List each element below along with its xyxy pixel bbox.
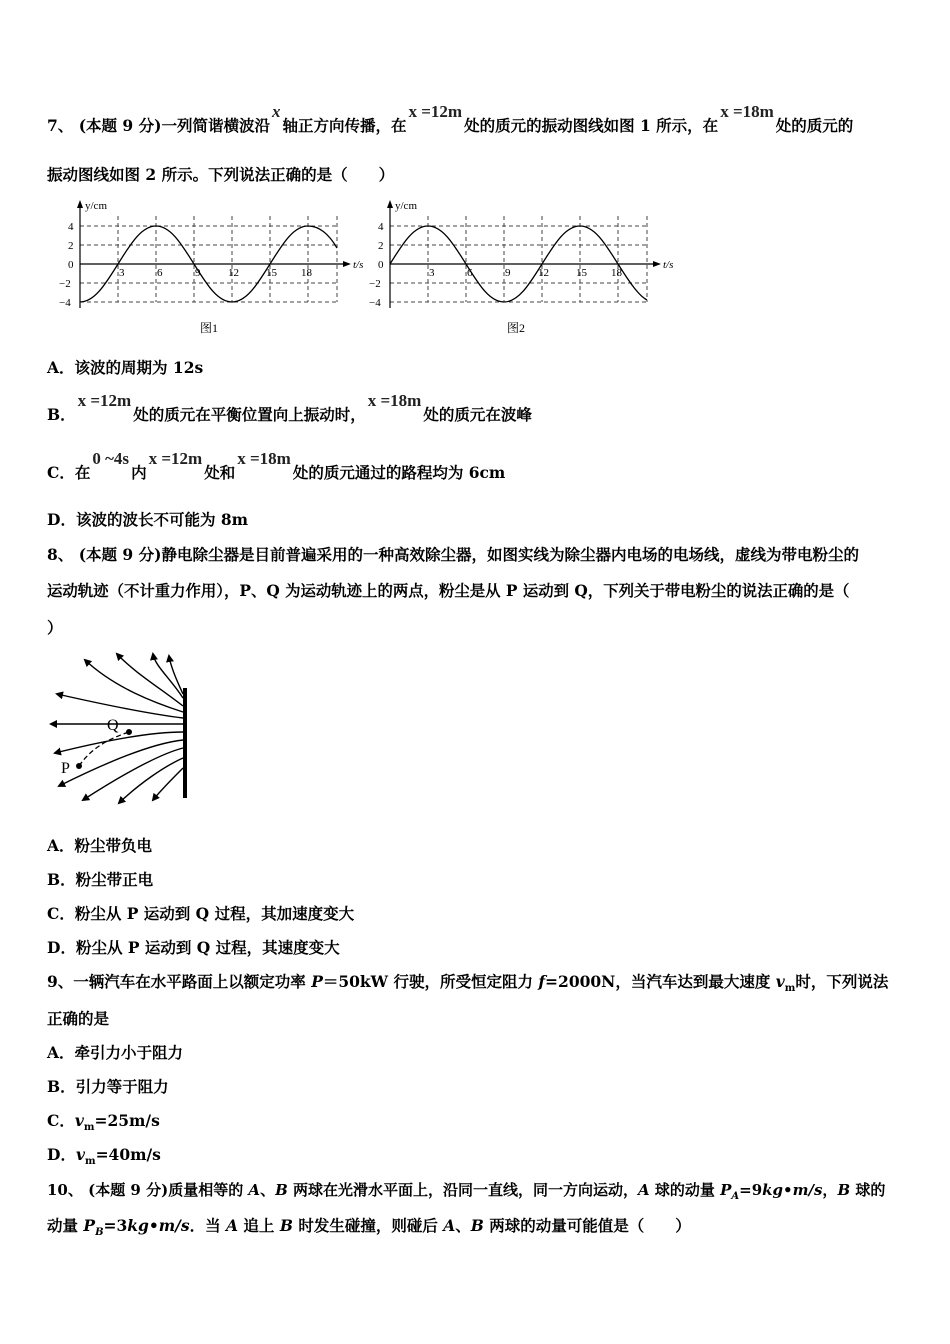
q7-option-d: D．该波的波长不可能为 8m xyxy=(47,510,249,529)
q10-var-b4: B xyxy=(470,1216,484,1235)
q10-var-pb-sub: B xyxy=(95,1227,104,1239)
q9-option-d xyxy=(47,1145,161,1172)
q8-field-figure xyxy=(45,648,195,806)
q7-line2: 振动图线如图 2 所示。下列说法正确的是（ ） xyxy=(47,165,395,184)
q9-var-v: v xyxy=(775,972,785,991)
q8-point-p xyxy=(76,763,82,769)
fig2-xtick-6: 6 xyxy=(467,267,473,279)
q7-optc-range: 0 ~4s xyxy=(92,449,130,468)
q9-option-c xyxy=(47,1111,160,1138)
q7-text-c: 处的质元的振动图线如图 1 所示，在 xyxy=(464,116,719,135)
q10-var-a2: A xyxy=(638,1181,650,1199)
q8-label-p: P xyxy=(61,760,70,777)
fig1-xtick-12: 12 xyxy=(228,267,239,279)
fig2-ytick-m4: −4 xyxy=(369,297,381,309)
q7-optb-pos1: x =12m xyxy=(77,391,132,410)
q10-l2-4: 追上 xyxy=(238,1216,280,1235)
q10-unit1: kg•m/s xyxy=(762,1181,823,1199)
q7-optc-text1: 内 xyxy=(131,463,147,482)
q8-line3: ） xyxy=(47,618,63,637)
fig1-xtick-15: 15 xyxy=(266,267,277,279)
q8-score: (本题 9 分) xyxy=(78,545,162,564)
q7-optc-pos2: x =18m xyxy=(237,449,291,468)
fig1-x-axis-label: t/s xyxy=(353,259,364,271)
q8-option-d: D．粉尘从 P 运动到 Q 过程，其速度变大 xyxy=(47,938,340,957)
q9-optd-val: =40m/s xyxy=(95,1145,161,1164)
q10-var-a: A xyxy=(248,1181,261,1199)
q7-line1 xyxy=(47,102,854,136)
q7-text-a: 一列简谐横波沿 xyxy=(161,116,270,135)
q9-line1 xyxy=(47,972,888,999)
fig2-xtick-9: 9 xyxy=(505,267,511,279)
q9-option-b: B．引力等于阻力 xyxy=(47,1077,169,1096)
fig1-ytick-m2: −2 xyxy=(59,278,71,290)
q8-dust-trajectory xyxy=(79,732,129,766)
q10-var-pa: P xyxy=(720,1181,732,1199)
q7-optb-label: B． xyxy=(47,405,76,424)
fig1-y-axis-label: y/cm xyxy=(85,200,107,212)
fig2-ytick-2: 2 xyxy=(378,240,384,252)
fig1-xtick-9: 9 xyxy=(195,267,201,279)
q8-option-b: B．粉尘带正电 xyxy=(47,870,154,889)
q7-option-c xyxy=(47,449,506,483)
q10-l2-2: =3 xyxy=(103,1216,128,1235)
q8-text1: 静电除尘器是目前普遍采用的一种高效除尘器，如图实线为除尘器内电场的电场线，虚线为带电粉尘的 xyxy=(161,545,859,564)
fig2-ytick-4: 4 xyxy=(378,221,384,233)
q7-optc-text2: 处和 xyxy=(204,463,236,482)
q10-var-pa-sub: A xyxy=(731,1191,740,1202)
fig1-ytick-0: 0 xyxy=(68,259,74,271)
q9-t3: =2000N，当汽车达到最大速度 xyxy=(545,972,776,991)
q10-score: (本题 9 分) xyxy=(88,1181,169,1199)
q9-optc-label: C． xyxy=(47,1111,75,1130)
q9-var-f: f xyxy=(538,972,546,991)
q7-optb-text1: 处的质元在平衡位置向上振动时， xyxy=(133,405,366,424)
q7-text-b: 轴正方向传播，在 xyxy=(282,116,407,135)
q10-l2-sep: 、 xyxy=(455,1216,471,1235)
q7-number: 7、 xyxy=(47,116,74,135)
q8-number: 8、 xyxy=(47,545,74,564)
q9-t1: 一辆汽车在水平路面上以额定功率 xyxy=(73,972,312,991)
q7-optb-pos2: x =18m xyxy=(367,391,422,410)
fig1-caption: 图1 xyxy=(200,321,219,335)
q9-optc-val: =25m/s xyxy=(94,1111,160,1130)
q10-t5: =9 xyxy=(739,1181,763,1199)
q10-var-a4: A xyxy=(443,1216,456,1235)
q9-t4: 时，下列说法 xyxy=(795,972,889,991)
q10-t3: 两球在光滑水平面上，沿同一直线，同一方向运动， xyxy=(287,1181,638,1199)
q9-var-v-sub: m xyxy=(784,983,796,995)
q10-l2-3: ．当 xyxy=(189,1216,226,1235)
q8-option-a: A．粉尘带负电 xyxy=(47,836,153,855)
q9-number: 9、 xyxy=(47,972,74,991)
q7-option-a: A．该波的周期为 12s xyxy=(47,358,204,377)
q10-t6: ， xyxy=(822,1181,838,1199)
q7-text-d: 处的质元的 xyxy=(775,116,854,135)
q10-var-b2: B xyxy=(837,1181,851,1199)
q10-line2 xyxy=(47,1216,691,1243)
q9-option-a: A．牵引力小于阻力 xyxy=(47,1043,184,1062)
q10-unit2: kg•m/s xyxy=(127,1216,190,1235)
q10-t1: 质量相等的 xyxy=(168,1181,249,1199)
q9-line2: 正确的是 xyxy=(47,1009,110,1028)
q8-line1 xyxy=(47,545,859,565)
q9-optd-v-sub: m xyxy=(84,1156,96,1168)
fig1-xtick-3: 3 xyxy=(119,267,125,279)
q7-figure1 xyxy=(55,196,375,341)
fig2-ytick-m2: −2 xyxy=(369,278,381,290)
q10-t4: 球的动量 xyxy=(649,1181,721,1199)
q7-option-b xyxy=(47,391,532,425)
fig1-xtick-6: 6 xyxy=(157,267,163,279)
fig2-xtick-15: 15 xyxy=(576,267,587,279)
fig2-x-axis-label: t/s xyxy=(663,259,674,271)
fig2-xtick-3: 3 xyxy=(429,267,435,279)
q9-optc-v-sub: m xyxy=(83,1122,95,1134)
fig2-caption: 图2 xyxy=(507,321,526,335)
fig1-ytick-4: 4 xyxy=(68,221,74,233)
q9-optd-v: v xyxy=(75,1145,85,1164)
q10-var-b3: B xyxy=(279,1216,293,1235)
q7-optb-text2: 处的质元在波峰 xyxy=(423,405,532,424)
q7-optc-pos1: x =12m xyxy=(148,449,203,468)
q8-label-q: Q xyxy=(107,717,119,734)
q7-pos2: x =18m xyxy=(720,102,774,121)
q9-var-p: P xyxy=(311,972,323,991)
q10-var-b: B xyxy=(275,1181,288,1199)
q10-var-pb: P xyxy=(83,1216,96,1235)
q7-optc-label: C．在 xyxy=(47,463,91,482)
q10-t2: 、 xyxy=(260,1181,276,1199)
fig1-xtick-18: 18 xyxy=(301,267,312,279)
q10-line1 xyxy=(47,1180,885,1207)
q10-l2-1: 动量 xyxy=(47,1216,84,1235)
q10-l2-5: 时发生碰撞，则碰后 xyxy=(292,1216,444,1235)
q7-optc-text3: 处的质元通过的路程均为 6cm xyxy=(292,463,506,482)
fig1-ytick-2: 2 xyxy=(68,240,74,252)
q7-score: (本题 9 分) xyxy=(78,116,162,135)
q8-option-c: C．粉尘从 P 运动到 Q 过程，其加速度变大 xyxy=(47,904,355,923)
fig2-y-axis-label: y/cm xyxy=(395,200,417,212)
q8-point-q xyxy=(126,729,132,735)
fig2-xtick-18: 18 xyxy=(611,267,622,279)
q9-optc-v: v xyxy=(74,1111,84,1130)
q10-t7: 球的 xyxy=(850,1181,886,1199)
q9-t2: ＝50kW 行驶，所受恒定阻力 xyxy=(322,972,539,991)
q7-figure2 xyxy=(365,196,695,341)
fig2-ytick-0: 0 xyxy=(378,259,384,271)
q10-var-a3: A xyxy=(225,1216,239,1235)
q7-var-x: x xyxy=(271,102,281,121)
q9-optd-label: D． xyxy=(47,1145,76,1164)
fig2-xtick-12: 12 xyxy=(538,267,549,279)
q8-line2: 运动轨迹（不计重力作用），P、Q 为运动轨迹上的两点，粉尘是从 P 运动到 Q，下列关于带电粉尘的说法正确的是（ xyxy=(47,582,850,600)
q7-pos1: x =12m xyxy=(408,102,463,121)
q10-l2-6: 两球的动量可能值是（ ） xyxy=(483,1216,691,1235)
fig1-ytick-m4: −4 xyxy=(59,297,71,309)
q10-number: 10、 xyxy=(47,1181,83,1199)
